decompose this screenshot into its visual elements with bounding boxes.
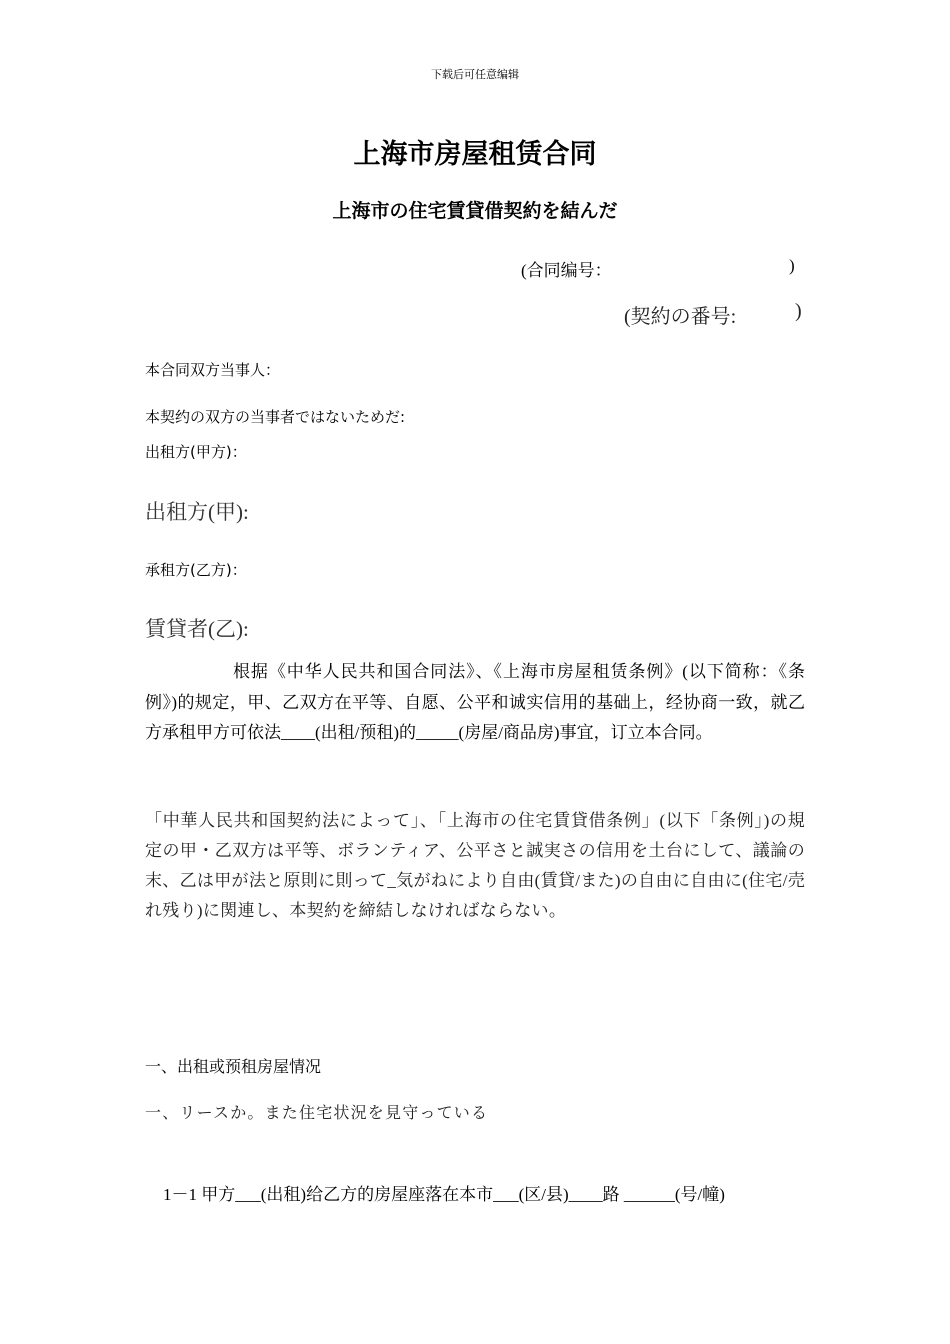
preamble-paragraph: 根据《中华人民共和国合同法》、《上海市房屋租赁条例》(以下简称：《条例》)的规定，甲、乙双方在平等、自愿、公平和诚实信用的基础上，经协商一致，就乙方承租甲方可依法____(出租/预租)的_____(房屋/商品房)事宜，订立本合同。 (145, 662, 805, 742)
section-heading-jp: 一、リースか。また住宅状況を見守っている (145, 1105, 489, 1122)
contract-number-label-jp: (契約の番号: (624, 306, 737, 328)
lessee-label: 承租方(乙方)： (145, 561, 247, 579)
contract-number-label: (合同编号： (521, 261, 612, 280)
parties-intro-jp: 本契约の双方の当事者ではないためだ: (145, 408, 406, 426)
lessor-label: 出租方(甲方)： (145, 443, 247, 461)
lessor-label-jp: 出租方(甲): (145, 500, 249, 524)
lessee-label-jp: 賃貸者(乙): (145, 617, 249, 641)
document-title: 上海市房屋租赁合同 (353, 139, 597, 169)
contract-number-close-jp: ) (795, 300, 802, 322)
parties-intro: 本合同双方当事人： (145, 361, 281, 379)
preamble-paragraph-jp: 「中華人民共和国契約法によって」、「上海市の住宅賃貸借条例」(以下「条例」)の規定の甲・乙双方は平等、ボランティア、公平さと誠実さの信用を土台にして、議論の末、乙は甲が法と原則に則って_気がねにより自由(賃貸/また)の自由に自由に(住宅/売れ残り)に関連し、本契約を締結しなければならない。 (145, 811, 805, 920)
section-heading: 一、出租或预租房屋情况 (145, 1057, 322, 1076)
contract-number-close: ) (789, 256, 795, 275)
document-subtitle: 上海市の住宅賃貸借契約を結んだ (332, 200, 618, 222)
header-note: 下载后可任意编辑 (431, 69, 519, 81)
clause-1-1: 1－1 甲方___(出租)给乙方的房屋座落在本市___(区/县)____路 ______(号/幢) (163, 1185, 725, 1204)
